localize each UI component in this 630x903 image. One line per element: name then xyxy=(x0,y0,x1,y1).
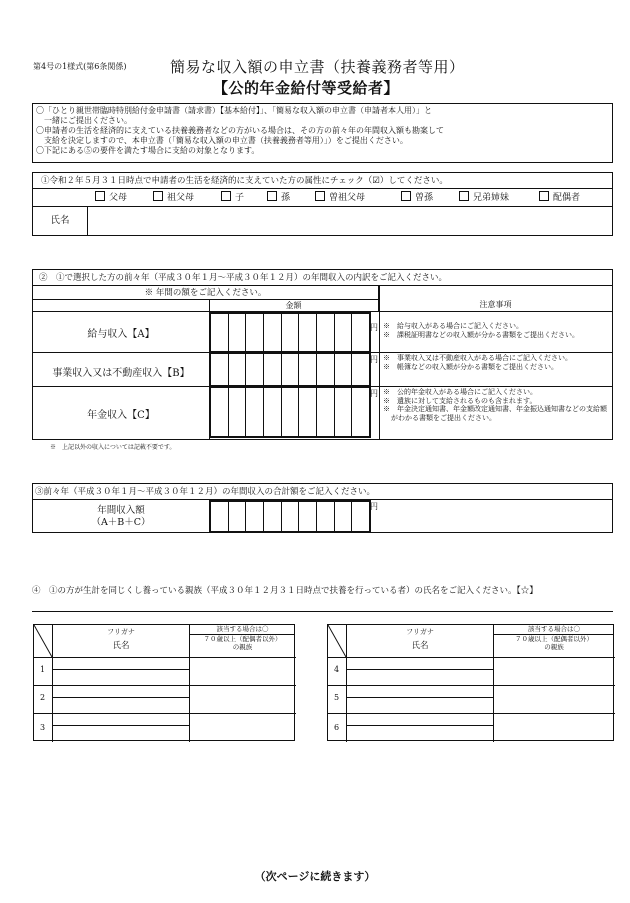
checkbox-spouse[interactable] xyxy=(539,190,580,203)
section-relationship xyxy=(32,172,613,236)
business-income-label: 事業収入又は不動産収入【B】 xyxy=(52,368,190,379)
digit-box[interactable] xyxy=(352,388,369,436)
digit-box[interactable] xyxy=(246,502,264,531)
section2-subheading: ※ 年間の額をご記入ください。 xyxy=(33,286,379,300)
digit-box[interactable] xyxy=(211,502,229,531)
instruction-line: 〇下記にある⑤の要件を満たす場合に支給の対象となります。 xyxy=(36,146,260,155)
applicable-subheader: ７０歳以上（配偶者以外） xyxy=(515,635,593,643)
section4-heading: ④ ①の方が生計を同じくし養っている親族（平成３０年１２月３１日時点で扶養を行っている者）の氏名をご記入ください。【☆】 xyxy=(32,586,538,596)
continued-next-page: （次ページに続きます） xyxy=(254,870,376,883)
digit-box[interactable] xyxy=(299,502,317,531)
digit-box[interactable] xyxy=(352,502,369,531)
digit-box[interactable] xyxy=(299,354,317,385)
applicable-mark-field[interactable] xyxy=(494,658,614,741)
family-name-field[interactable] xyxy=(347,686,493,713)
applicable-subheader: の親族 xyxy=(544,643,564,651)
digit-box[interactable] xyxy=(246,314,264,351)
checkbox-label: 孫 xyxy=(281,193,291,203)
digit-box[interactable] xyxy=(352,354,369,385)
total-income-label-line1: 年間収入額 xyxy=(97,505,145,516)
digit-box[interactable] xyxy=(299,314,317,351)
family-table-left xyxy=(33,624,295,741)
salary-income-notes xyxy=(383,322,609,339)
instruction-line: 一緒にご提出ください。 xyxy=(36,116,132,125)
digit-box[interactable] xyxy=(264,354,282,385)
digit-box[interactable] xyxy=(229,502,247,531)
row-number: 2 xyxy=(40,693,46,702)
family-name-field[interactable] xyxy=(53,658,189,685)
section-income-breakdown xyxy=(32,269,613,440)
total-income-label-line2: （A＋B＋C） xyxy=(91,517,151,528)
note-line: ※ 年金決定通知書、年金額改定通知書、年金振込通知書などの支給額がわかる書類をご提出ください。 xyxy=(383,405,607,422)
digit-box[interactable] xyxy=(264,502,282,531)
divider xyxy=(32,611,613,612)
section1-heading: ①令和２年５月３１日時点で申請者の生活を経済的に支えていた方の属性にチェック（☑）してください。 xyxy=(33,173,612,189)
yen-unit: 円 xyxy=(370,355,378,364)
checkbox-box[interactable] xyxy=(95,191,105,201)
form-number: 第4号の1様式(第6条関係) xyxy=(33,62,127,71)
digit-box[interactable] xyxy=(282,314,300,351)
diagonal-corner xyxy=(328,625,346,657)
digit-box[interactable] xyxy=(211,314,229,351)
checkbox-box[interactable] xyxy=(153,191,163,201)
applicable-header: 該当する場合は〇 xyxy=(494,626,614,635)
row-number: 1 xyxy=(40,665,46,674)
digit-box[interactable] xyxy=(317,502,335,531)
note-line: ※ 課税証明書などの収入額が分かる書類をご提出ください。 xyxy=(383,330,579,339)
family-table-right xyxy=(327,624,614,741)
instructions-box xyxy=(32,103,613,163)
family-name-field[interactable] xyxy=(53,686,189,713)
checkbox-great-grandchild[interactable] xyxy=(401,190,433,203)
checkbox-grandparents[interactable] xyxy=(153,190,194,203)
checkbox-box[interactable] xyxy=(459,191,469,201)
checkbox-grandchild[interactable] xyxy=(267,190,290,203)
yen-unit: 円 xyxy=(370,323,378,332)
checkbox-label: 配偶者 xyxy=(553,193,581,203)
family-name-field[interactable] xyxy=(347,714,493,741)
checkbox-label: 祖父母 xyxy=(167,193,195,203)
digit-box[interactable] xyxy=(299,388,317,436)
note-line: ※ 帳簿などの収入額が分かる書類をご提出ください。 xyxy=(383,362,558,371)
total-income-label xyxy=(33,501,209,533)
note-line: ※ 公的年金収入がある場合にご記入ください。 xyxy=(383,388,537,396)
digit-box[interactable] xyxy=(335,314,353,351)
digit-box[interactable] xyxy=(246,388,264,436)
digit-box[interactable] xyxy=(317,354,335,385)
pension-income-label: 年金収入【C】 xyxy=(87,410,155,421)
furigana-header: フリガナ xyxy=(406,628,434,636)
family-name-field[interactable] xyxy=(53,714,189,741)
relationship-checkboxes xyxy=(33,189,612,207)
checkbox-box[interactable] xyxy=(315,191,325,201)
pension-income-amount[interactable] xyxy=(209,386,371,438)
business-income-notes xyxy=(383,354,609,371)
checkbox-label: 父母 xyxy=(109,193,128,203)
checkbox-box[interactable] xyxy=(267,191,277,201)
salary-income-label: 給与収入【A】 xyxy=(87,329,155,340)
instruction-line: 支給を決定しますので、本申立書（「簡易な収入額の申立書（扶養義務者等用）」）をご提出ください。 xyxy=(36,136,408,145)
digit-box[interactable] xyxy=(317,314,335,351)
income-footnote: ※ 上記以外の収入については記載不要です。 xyxy=(50,444,176,451)
applicable-subheader: の親族 xyxy=(232,643,253,651)
note-line: ※ 事業収入又は不動産収入がある場合にご記入ください。 xyxy=(383,354,572,362)
row-number: 3 xyxy=(40,723,46,732)
checkbox-box[interactable] xyxy=(401,191,411,201)
yen-unit: 円 xyxy=(370,389,378,398)
name-header: 氏名 xyxy=(411,641,429,651)
checkbox-label: 兄弟姉妹 xyxy=(473,193,510,203)
note-line: ※ 給与収入がある場合にご記入ください。 xyxy=(383,322,523,330)
note-line: ※ 遺族に対して支給されるものも含まれます。 xyxy=(383,396,537,405)
row-number: 6 xyxy=(334,723,340,732)
yen-unit: 円 xyxy=(370,502,378,511)
digit-box[interactable] xyxy=(335,502,353,531)
section3-heading: ③前々年（平成３０年１月～平成３０年１２月）の年間収入の合計額をご記入ください。 xyxy=(33,484,612,500)
digit-box[interactable] xyxy=(282,502,300,531)
checkbox-box[interactable] xyxy=(539,191,549,201)
checkbox-great-grandparents[interactable] xyxy=(315,190,365,203)
digit-box[interactable] xyxy=(335,388,353,436)
section-total-income xyxy=(32,483,613,533)
digit-box[interactable] xyxy=(211,354,229,385)
digit-box[interactable] xyxy=(229,314,247,351)
digit-box[interactable] xyxy=(229,388,247,436)
checkbox-child[interactable] xyxy=(221,190,244,203)
section2-heading: ② ①で選択した方の前々年（平成３０年１月～平成３０年１２月）の年間収入の内訳をご記入ください。 xyxy=(33,270,612,286)
applicable-subheader: ７０歳以上（配偶者以外） xyxy=(203,635,282,643)
divider xyxy=(33,311,209,312)
row-number: 4 xyxy=(334,665,340,674)
instruction-line: 〇「ひとり親世帯臨時特別給付金申請書（請求書）【基本給付】」、「簡易な収入額の申立書（申請者本人用）」と xyxy=(36,106,432,115)
checkbox-father-mother[interactable] xyxy=(95,190,127,203)
checkbox-siblings[interactable] xyxy=(459,190,509,203)
digit-box[interactable] xyxy=(282,354,300,385)
checkbox-label: 曽孫 xyxy=(415,193,434,203)
checkbox-box[interactable] xyxy=(221,191,231,201)
divider xyxy=(379,286,380,439)
digit-box[interactable] xyxy=(282,388,300,436)
pension-income-notes xyxy=(383,388,609,422)
business-income-amount[interactable] xyxy=(209,352,371,387)
checkbox-label: 子 xyxy=(235,193,245,203)
amount-column-header: 金額 xyxy=(209,300,379,312)
salary-income-amount[interactable] xyxy=(209,312,371,353)
checkbox-label: 曽祖父母 xyxy=(329,193,366,203)
applicable-header: 該当する場合は〇 xyxy=(190,626,295,635)
family-name-field[interactable] xyxy=(347,658,493,685)
notes-column-header: 注意事項 xyxy=(379,286,612,312)
page-subtitle: 【公的年金給付等受給者】 xyxy=(213,79,400,97)
digit-box[interactable] xyxy=(335,354,353,385)
total-income-amount[interactable] xyxy=(209,500,371,533)
page-title: 簡易な収入額の申立書（扶養義務者等用） xyxy=(170,58,465,76)
diagonal-corner xyxy=(34,625,52,657)
digit-box[interactable] xyxy=(211,388,229,436)
digit-box[interactable] xyxy=(264,314,282,351)
row-number: 5 xyxy=(334,693,340,702)
digit-box[interactable] xyxy=(229,354,247,385)
furigana-header: フリガナ xyxy=(107,628,135,636)
name-header: 氏名 xyxy=(112,641,130,651)
digit-box[interactable] xyxy=(246,354,264,385)
applicable-mark-field[interactable] xyxy=(190,658,295,741)
name-field[interactable] xyxy=(88,206,612,235)
instruction-line: 〇申請者の生活を経済的に支えている扶養義務者などの方がいる場合は、その方の前々年の年間収入額も勘案して xyxy=(36,126,444,135)
digit-box[interactable] xyxy=(264,388,282,436)
digit-box[interactable] xyxy=(317,388,335,436)
name-label: 氏名 xyxy=(33,206,88,235)
digit-box[interactable] xyxy=(352,314,369,351)
